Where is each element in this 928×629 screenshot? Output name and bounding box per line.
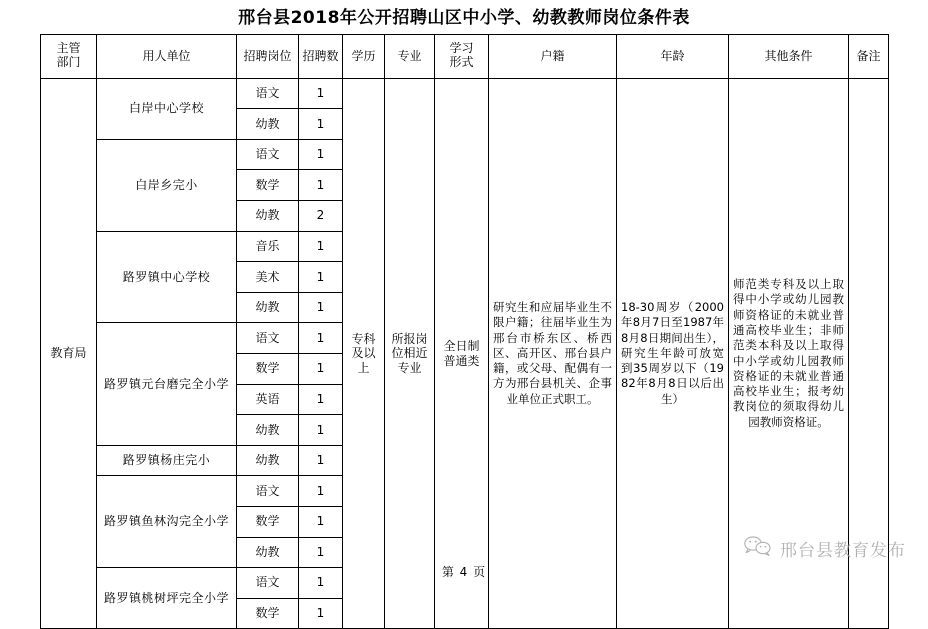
cell-education-line: 及以	[351, 346, 376, 361]
header-other: 其他条件	[729, 34, 849, 78]
cell-post: 数学	[237, 170, 299, 201]
cell-education	[343, 78, 385, 629]
cell-post: 语文	[237, 323, 299, 354]
cell-education-line: 上	[357, 360, 370, 375]
cell-unit: 路罗镇杨庄完小	[97, 445, 237, 476]
cell-major-line: 所报岗	[391, 332, 428, 347]
header-remark: 备注	[849, 34, 889, 78]
cell-recruit-count: 1	[299, 445, 343, 476]
cell-recruit-count: 1	[299, 537, 343, 568]
cell-unit: 路罗镇中心学校	[97, 231, 237, 323]
header-unit: 用人单位	[97, 34, 237, 78]
header-dept-line1: 主管	[56, 41, 81, 56]
cell-education-line: 专科	[351, 332, 376, 347]
recruitment-table	[40, 34, 889, 629]
header-num: 招聘数	[299, 34, 343, 78]
cell-remark	[849, 78, 889, 629]
cell-post: 数学	[237, 598, 299, 629]
cell-post: 幼教	[237, 445, 299, 476]
cell-post: 幼教	[237, 109, 299, 140]
cell-recruit-count: 1	[299, 262, 343, 293]
cell-other-text: 师范类专科及以上取得中小学或幼儿园教师资格证的未就业普通高校毕业生；非师范类本科及以上取得中小学或幼儿园教师资格证的未就业普通高校毕业生；报考幼教岗位的须取得幼儿园教师资格证。	[733, 277, 844, 429]
cell-post: 幼教	[237, 201, 299, 232]
cell-recruit-count: 1	[299, 170, 343, 201]
cell-post: 音乐	[237, 231, 299, 262]
cell-major-line: 位相近	[391, 346, 428, 361]
cell-age-text: 18-30周岁（2000年8月7日至1987年8月8日期间出生），研究生年龄可放宽到35周岁以下（1982年8月8日以后出生）	[621, 300, 724, 406]
table-header-row	[41, 34, 889, 78]
cell-unit: 路罗镇元台磨完全小学	[97, 323, 237, 445]
cell-recruit-count: 1	[299, 323, 343, 354]
cell-unit: 路罗镇鱼林沟完全小学	[97, 476, 237, 568]
cell-recruit-count: 1	[299, 139, 343, 170]
cell-recruit-count: 1	[299, 292, 343, 323]
cell-recruit-count: 1	[299, 384, 343, 415]
cell-recruit-count: 1	[299, 568, 343, 599]
header-dept-line2: 部门	[56, 55, 81, 70]
header-education: 学历	[343, 34, 385, 78]
header-post: 招聘岗位	[237, 34, 299, 78]
cell-post: 语文	[237, 476, 299, 507]
cell-recruit-count: 1	[299, 598, 343, 629]
cell-age	[617, 78, 729, 629]
cell-recruit-count: 1	[299, 109, 343, 140]
cell-unit: 白岸中心学校	[97, 78, 237, 139]
header-hukou: 户籍	[489, 34, 617, 78]
header-major: 专业	[385, 34, 435, 78]
header-study-form	[435, 34, 489, 78]
cell-dept: 教育局	[41, 78, 97, 629]
cell-major	[385, 78, 435, 629]
cell-recruit-count: 1	[299, 78, 343, 109]
cell-post: 幼教	[237, 292, 299, 323]
cell-post: 语文	[237, 139, 299, 170]
cell-other	[729, 78, 849, 629]
cell-post: 英语	[237, 384, 299, 415]
cell-post: 美术	[237, 262, 299, 293]
header-age: 年龄	[617, 34, 729, 78]
cell-recruit-count: 1	[299, 354, 343, 385]
cell-study-form-line: 全日制	[443, 339, 480, 354]
header-dept	[41, 34, 97, 78]
page-number: 第 4 页	[441, 565, 487, 579]
cell-study-form-line: 普通类	[443, 353, 480, 368]
table-row	[41, 78, 889, 109]
cell-post: 幼教	[237, 537, 299, 568]
cell-hukou-text: 研究生和应届毕业生不限户籍；往届毕业生为邢台市桥东区、桥西区、高开区、邢台县户籍，或父母、配偶有一方为邢台县机关、企事业单位正式职工。	[493, 300, 612, 406]
cell-post: 数学	[237, 507, 299, 538]
cell-unit: 路罗镇桃树坪完全小学	[97, 568, 237, 629]
cell-post: 数学	[237, 354, 299, 385]
cell-hukou	[489, 78, 617, 629]
cell-recruit-count: 1	[299, 476, 343, 507]
cell-post: 语文	[237, 568, 299, 599]
page-title: 邢台县2018年公开招聘山区中小学、幼教教师岗位条件表	[238, 8, 690, 28]
cell-post: 语文	[237, 78, 299, 109]
cell-post: 幼教	[237, 415, 299, 446]
header-study-form-line1: 学习	[449, 41, 474, 56]
header-study-form-line2: 形式	[449, 55, 474, 70]
cell-recruit-count: 2	[299, 201, 343, 232]
cell-recruit-count: 1	[299, 231, 343, 262]
cell-recruit-count: 1	[299, 415, 343, 446]
cell-unit: 白岸乡完小	[97, 139, 237, 231]
cell-major-line: 专业	[397, 360, 422, 375]
cell-study-form	[435, 78, 489, 629]
watermark-label: 邢台县教育发布	[780, 541, 906, 561]
cell-recruit-count: 1	[299, 507, 343, 538]
